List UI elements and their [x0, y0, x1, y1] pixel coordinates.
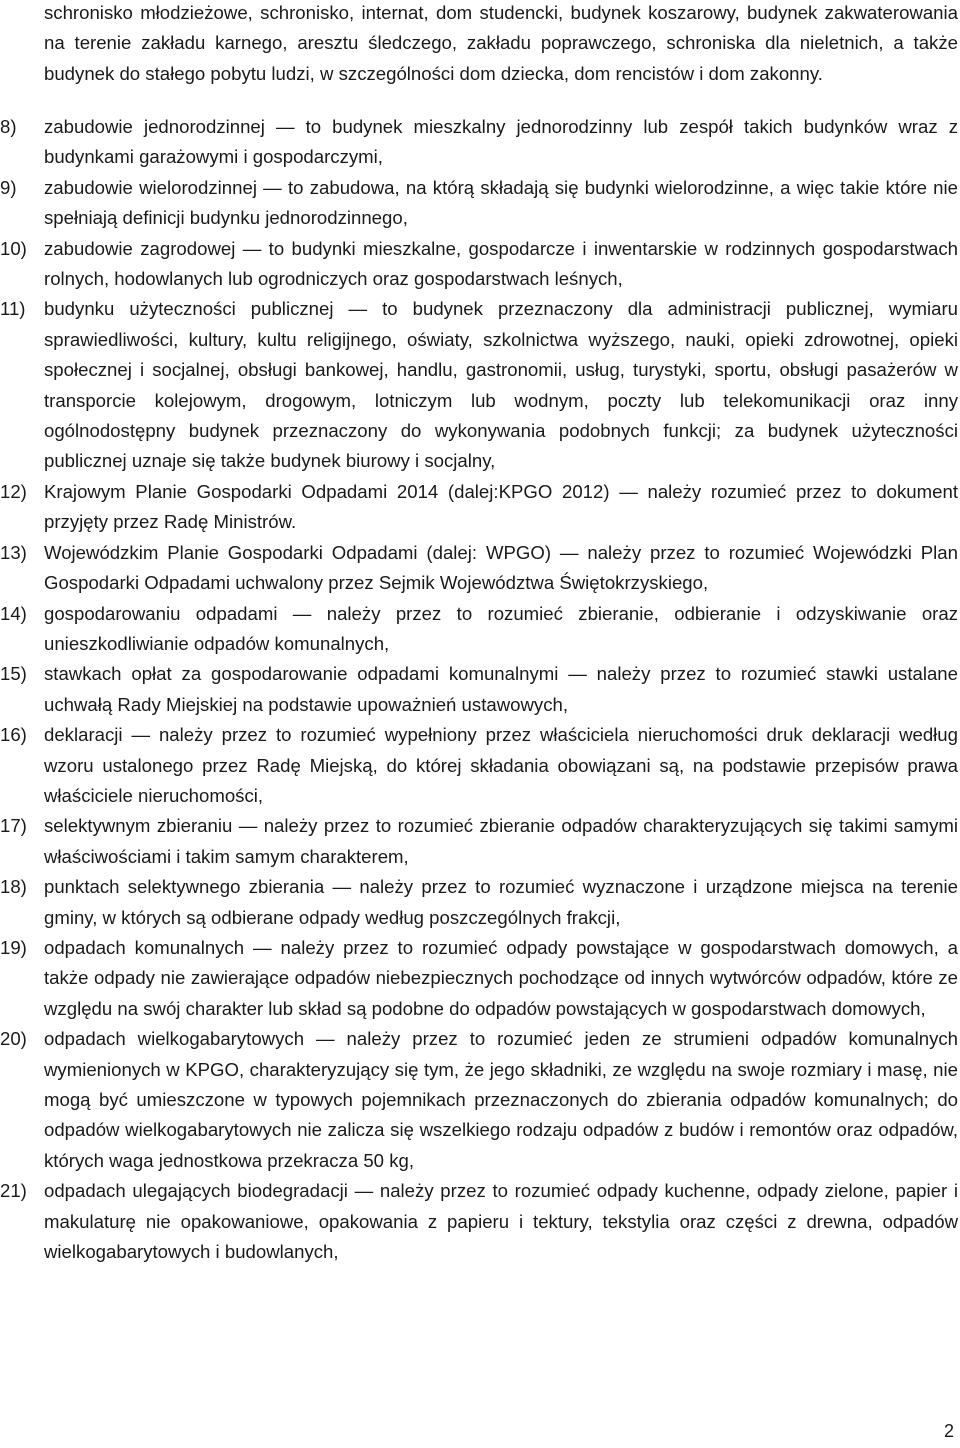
item-text: gospodarowaniu odpadami — należy przez to rozumieć zbieranie, odbieranie i odzyskiwanie oraz unieszkodliwianie odpadów komunalnych, — [44, 602, 958, 654]
item-number: 20) — [0, 1028, 27, 1050]
item-number: 17) — [0, 815, 27, 837]
definition-item — [0, 112, 958, 173]
page-number: 2 — [943, 1421, 954, 1441]
item-number: 16) — [0, 724, 27, 746]
definition-item — [0, 720, 958, 811]
item-text: selektywnym zbieraniu — należy przez to rozumieć zbieranie odpadów charakteryzujących się takimi samymi właściwościami i takim samym charakterem, — [44, 815, 958, 867]
definition-item — [0, 933, 958, 1024]
definition-item — [0, 1176, 958, 1267]
definition-item — [0, 872, 958, 933]
item-text: zabudowie zagrodowej — to budynki mieszkalne, gospodarcze i inwentarskie w rodzinnych gospodarstwach rolnych, hodowlanych lub ogrodniczych oraz gospodarstwach leśnych, — [44, 237, 958, 290]
item-number: 14) — [0, 602, 27, 624]
definitions-list — [0, 112, 958, 1267]
item-text: Wojewódzkim Planie Gospodarki Odpadami (dalej: WPGO) — należy przez to rozumieć Wojewódzki Plan Gospodarki Odpadami uchwalony przez Sejmik Województwa Świętokrzyskiego, — [44, 541, 958, 594]
item-text: zabudowie wielorodzinnej — to zabudowa, na którą składają się budynki wielorodzinne, a więc takie które nie spełniają definicji budynku jednorodzinnego, — [44, 176, 958, 229]
item-number: 10) — [0, 237, 27, 259]
item-text: deklaracji — należy przez to rozumieć wypełniony przez właściciela nieruchomości druk deklaracji według wzoru ustalonego przez Radę Miejską, do której składania obowiązani są, na podstawie przepisów prawa właściciele nieruchomości, — [44, 724, 958, 806]
item-number: 19) — [0, 936, 27, 958]
item-text: zabudowie jednorodzinnej — to budynek mieszkalny jednorodzinny lub zespół takich budynków wraz z budynkami garażowymi i gospodarczymi, — [44, 116, 958, 168]
item-number: 11) — [0, 298, 26, 320]
item-text: punktach selektywnego zbierania — należy przez to rozumieć wyznaczone i urządzone miejsca na terenie gminy, w których są odbierane odpady według poszczególnych frakcji, — [44, 876, 958, 928]
definition-item — [0, 294, 958, 476]
definition-item — [0, 234, 958, 295]
item-number: 21) — [0, 1180, 27, 1202]
definition-item — [0, 659, 958, 720]
continued-paragraph: schronisko młodzieżowe, schronisko, internat, dom studencki, budynek koszarowy, budynek zakwaterowania na terenie zakładu karnego, aresztu śledczego, zakładu poprawczego, schroniska dla nieletnich, a także budynek do stałego pobytu ludzi, w szczególności dom dziecka, dom rencistów i dom zakonny. — [44, 2, 958, 84]
item-text: odpadach wielkogabarytowych — należy przez to rozumieć jeden ze strumieni odpadów komunalnych wymienionych w KPGO, charakteryzujący się tym, że jego składniki, ze względu na swoje rozmiary i masę, nie mogą być umieszczone w typowych pojemnikach przeznaczonych do zbierania odpadów komunalnych; do odpadów wielkogabarytowych nie zalicza się wszelkiego rodzaju odpadów z budów i remontów oraz odpadów, których waga jednostkowa przekracza 50 kg, — [44, 1028, 958, 1171]
definition-item — [0, 1024, 958, 1176]
item-text: budynku użyteczności publicznej — to budynek przeznaczony dla administracji publicznej, wymiaru sprawiedliwości, kultury, kultu religijnego, oświaty, szkolnictwa wyższego, nauki, opieki zdrowotnej, opieki społecznej i socjalnej, obsługi bankowej, handlu, gastronomii, usług, turystyki, sportu, obsługi pasażerów w transporcie kolejowym, drogowym, lotniczym lub wodnym, poczty lub telekomunikacji oraz inny ogólnodostępny budynek przeznaczony do wykonywania podobnych funkcji; za budynek użyteczności publicznej uznaje się także budynek biurowy i socjalny, — [44, 298, 958, 472]
definition-item — [0, 599, 958, 660]
item-text: odpadach ulegających biodegradacji — należy przez to rozumieć odpady kuchenne, odpady zielone, papier i makulaturę nie opakowaniowe, opakowania z papieru i tektury, tekstylia oraz części z drewna, odpadów wielkogabarytowych i budowlanych, — [44, 1180, 958, 1263]
item-number: 12) — [0, 480, 27, 502]
item-text: odpadach komunalnych — należy przez to rozumieć odpady powstające w gospodarstwach domowych, a także odpady nie zawierające odpadów niebezpiecznych pochodzące od innych wytwórców odpadów, które ze względu na swój charakter lub skład są podobne do odpadów powstających w gospodarstwach domowych, — [44, 936, 958, 1019]
item-text: stawkach opłat za gospodarowanie odpadami komunalnymi — należy przez to rozumieć stawki ustalane uchwałą Rady Miejskiej na podstawie upoważnień ustawowych, — [44, 663, 958, 715]
definition-item — [0, 811, 958, 872]
item-number: 18) — [0, 876, 27, 898]
item-number: 9) — [0, 176, 17, 198]
item-text: Krajowym Planie Gospodarki Odpadami 2014 (dalej:KPGO 2012) — należy rozumieć przez to dokument przyjęty przez Radę Ministrów. — [44, 480, 958, 533]
definition-item — [0, 538, 958, 599]
definition-item — [0, 477, 958, 538]
item-number: 15) — [0, 663, 27, 685]
definition-item — [0, 173, 958, 234]
item-number: 13) — [0, 541, 27, 563]
item-number: 8) — [0, 116, 17, 137]
